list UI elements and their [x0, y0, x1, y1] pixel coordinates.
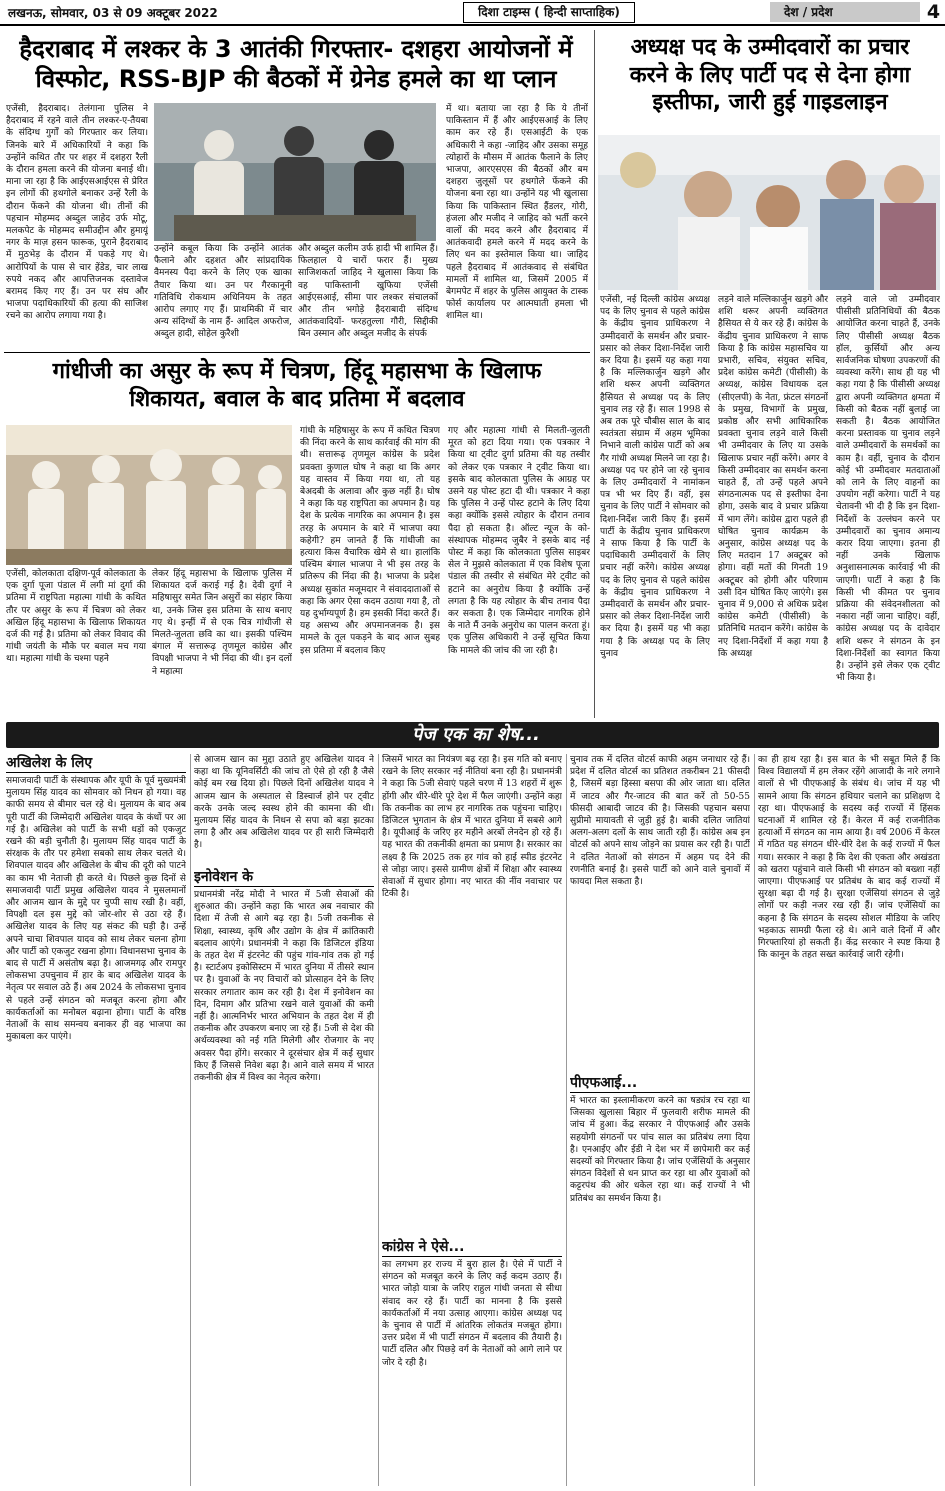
- page-number: 4: [926, 1, 941, 23]
- column-divider: [594, 30, 595, 718]
- story3-headline-line2: शिकायत, बवाल के बाद प्रतिमा में बदलाव: [129, 386, 465, 412]
- story2-col1: एजेंसी, नई दिल्ली कांग्रेस अध्यक्ष पद के लिए चुनाव से पहले कांग्रेस के केंद्रीय चुनाव प्राधिकरण ने उम्मीदवारों के समर्थन और प्रचार-प्रसार को लेकर दिशा-निर्देश जारी कर दिया है। इसमें यह कहा गया है कि मल्लिकार्जुन खड़गे और शशि थरूर अपनी व्यक्तिगत हैसियत से अध्यक्ष पद के लिए चुनाव लड़ रहे हैं। साल 1998 से अब तक पूरे चौबीस साल के बाद स्वतंत्रता संग्राम में अहम भूमिका निभाने वाली कांग्रेस पार्टी को अब गैर गांधी अध्यक्ष मिलने जा रहा है। अध्यक्ष पद पर होने जा रहे चुनाव के लिए उम्मीदवारों ने नामांकन पत्र भी भर दिए हैं। वहीं, इस चुनाव के लिए पार्टी ने सोमवार को दिशा-निर्देश जारी किए हैं। इसमें पार्टी के केंद्रीय चुनाव प्राधिकरण ने साफ किया है कि पार्टी के पदाधिकारी उम्मीदवारों के लिए प्रचार नहीं करेंगे। कांग्रेस अध्यक्ष पद के लिए चुनाव से पहले कांग्रेस के केंद्रीय चुनाव प्राधिकरण ने उम्मीदवारों के समर्थन और प्रचार-प्रसार को लेकर दिशा-निर्देश जारी कर दिया है। इसमें यह भी कहा गया है कि अध्यक्ष पद के लिए चुनाव: [600, 295, 710, 659]
- masthead: [0, 0, 945, 26]
- col2-subhead: इनोवेशन के: [194, 868, 374, 887]
- story1-headline-line2: विस्फोट, RSS-BJP की बैठकों में ग्रेनेड हमले का था प्लान: [35, 65, 557, 93]
- col3-body: जिसमें भारत का नियंत्रण बढ़ रहा है। इस गति को बनाए रखने के लिए सरकार नई नीतियां बना रही है। प्रधानमंत्री ने कहा कि 5जी सेवाएं पहले चरण में 13 शहरों में शुरू होंगी और धीरे-धीरे पूरे देश में फैल जाएंगी। उन्होंने कहा कि तकनीक का लाभ हर नागरिक तक पहुंचना चाहिए। डिजिटल भुगतान के क्षेत्र में भारत दुनिया में सबसे आगे है। यूपीआई के जरिए हर महीने अरबों लेनदेन हो रहे हैं। यह भारत की तकनीकी क्षमता का प्रमाण है। सरकार का लक्ष्य है कि 2025 तक हर गांव को हाई स्पीड इंटरनेट से जोड़ा जाए। इससे ग्रामीण क्षेत्रों में शिक्षा और स्वास्थ्य सेवाओं में सुधार होगा। नए भारत की नींव नवाचार पर टिकी है।: [382, 755, 562, 900]
- dateline: लखनऊ, सोमवार, 03 से 09 अक्टूबर 2022: [8, 6, 218, 20]
- congress-leaders-photo: [598, 135, 940, 290]
- paper-name: दिशा टाइम्स ( हिन्दी साप्ताहिक): [463, 2, 635, 23]
- continuation-banner: [6, 722, 939, 748]
- durga-idol-photo: [6, 425, 292, 565]
- section-label: देश / प्रदेश: [770, 2, 920, 22]
- bottom-divider-2: [378, 754, 379, 1486]
- story2-headline-line3: इस्तीफा, जारी हुई गाइडलाइन: [652, 90, 888, 115]
- col3-subhead: कांग्रेस ने ऐसे...: [382, 1238, 562, 1257]
- col2-body2: प्रधानमंत्री नरेंद्र मोदी ने भारत में 5जी सेवाओं की शुरुआत की। उन्होंने कहा कि भारत अब नवाचार की दिशा में तेजी से आगे बढ़ रहा है। 5जी तकनीक से शिक्षा, स्वास्थ्य, कृषि और उद्योग के क्षेत्र में क्रांतिकारी बदलाव आएंगे। प्रधानमंत्री ने कहा कि डिजिटल इंडिया के तहत देश में इंटरनेट की पहुंच गांव-गांव तक हो गई है। स्टार्टअप इकोसिस्टम में भारत दुनिया में तीसरे स्थान पर है। युवाओं के नए विचारों को प्रोत्साहन देने के लिए सरकार लगातार काम कर रही है। देश में इनोवेशन का दिन, दिमाग और प्रतिभा रखने वाले युवाओं की कमी नहीं है। आत्मनिर्भर भारत अभियान के तहत देश में ही तकनीक और उपकरण बनाए जा रहे हैं। 5जी से देश की अर्थव्यवस्था को नई गति मिलेगी और रोजगार के नए अवसर पैदा होंगे। सरकार ने दूरसंचार क्षेत्र में कई सुधार किए हैं जिससे निवेश बढ़ा है। आने वाले समय में भारत तकनीकी क्षेत्र में विश्व का नेतृत्व करेगा।: [194, 890, 374, 1084]
- story3-col2: लेकर हिंदू महासभा के खिलाफ पुलिस में शिकायत दर्ज कराई गई है। देवी दुर्गा ने महिषासुर समेत जिन असुरों का संहार किया था, उनके जिस इस प्रतिमा के साथ बनाए गए थे। इन्हीं में से एक चित्र गांधीजी से मिलते-जुलता छवि का था। इसकी पश्चिम बंगाल में सत्तारूढ़ तृणमूल कांग्रेस और विपक्षी भाजपा ने भी निंदा की थी। इन दलों ने महात्मा: [152, 569, 292, 677]
- bottom-col4: [570, 754, 750, 1489]
- story1-col3: और अब्दुल कलीम उर्फ हादी भी शामिल हैं। फिलहाल ये चारों फरार हैं। मुख्य साजिशकर्ता जाहिद ने खुलासा किया कि वह पाकिस्तानी खुफिया एजेंसी आईएसआई, सीमा पार लश्कर संचालकों और तीन भगोड़े हैदराबादी संदिग्ध आतंकवादियों- फरहतुल्ला गौरी, सिद्दीकी बिन उस्मान और अब्दुल मजीद के संपर्क: [298, 244, 438, 340]
- col1-subhead: अखिलेश के लिए: [6, 754, 186, 773]
- story2-col3: लड़ने वाले जो उम्मीदवार पीसीसी प्रतिनिधियों की बैठक आयोजित करना चाहते हैं, उनके लिए पीसीसी अध्यक्ष बैठक हॉल, कुर्सियों और अन्य सार्वजनिक घोषणा उपकरणों की व्यवस्था करेंगे। साथ ही यह भी कहा गया है कि पीसीसी अध्यक्ष द्वारा अपनी व्यक्तिगत क्षमता में किसी को बैठक नहीं बुलाई जा सकती है। बैठक आयोजित करना प्रस्तावक या चुनाव लड़ने वाले उम्मीदवारों के समर्थकों का काम है। वहीं, चुनाव के दौरान कोई भी उम्मीदवार मतदाताओं को लाने के लिए वाहनों का उपयोग नहीं करेगा। पार्टी ने यह चेतावनी भी दी है कि इन दिशा-निर्देशों के उल्लंघन करने पर उम्मीदवारों का चुनाव अमान्य करार दिया जाएगा। इतना ही नहीं उनके खिलाफ अनुशासनात्मक कार्रवाई भी की जाएगी। पार्टी ने कहा है कि किसी भी कीमत पर चुनाव प्रक्रिया की संवेदनशीलता को नकारा नहीं जाना चाहिए। वहीं, कांग्रेस अध्यक्ष पद के दावेदार शशि थरूर ने संगठन के इन दिशा-निर्देशों का स्वागत किया है। उन्होंने इसे लेकर एक ट्वीट भी किया है।: [836, 295, 940, 684]
- bottom-col2: [194, 754, 374, 1489]
- story3-photo: [6, 425, 292, 565]
- col2-body: से आजम खान का मुद्दा उठाते हुए अखिलेश यादव ने कहा था कि यूनिवर्सिटी की जांच तो ऐसे हो रही है जैसे कोई बम रख दिया हो। पिछले दिनों अखिलेश यादव ने आजम खान के अस्पताल से डिस्चार्ज होने पर ट्वीट करके उनके जल्द स्वस्थ होने की कामना की थी। मुलायम सिंह यादव के निधन से सपा को बड़ा झटका लगा है और अब अखिलेश यादव पर ही सारी जिम्मेदारी है।: [194, 755, 374, 851]
- story3-col3: गांधी के महिषासुर के रूप में कथित चित्रण की निंदा करने के साथ कार्रवाई की मांग की थी। सत्तारूढ़ तृणमूल कांग्रेस के प्रदेश प्रवक्ता कुणाल घोष ने कहा था कि अगर यह वास्तव में किया गया था, तो यह बेअदबी के अलावा और कुछ नहीं है। घोष ने कहा कि यह राष्ट्रपिता का अपमान है। यह देश के प्रत्येक नागरिक का अपमान है। इस तरह के अपमान के बारे में भाजपा क्या कहेगी? हम जानते हैं कि गांधीजी का हत्यारा किस वैचारिक खेमे से था। हालांकि पश्चिम बंगाल भाजपा ने भी इस तरह के प्रतिरूप की निंदा की है। भाजपा के प्रदेश अध्यक्ष सुकांत मजूमदार ने संवाददाताओं से कहा कि अगर ऐसा कदम उठाया गया है, तो यह दुर्भाग्यपूर्ण है। हम इसकी निंदा करते हैं। यह असभ्य और अपमानजनक है। इस मामले के तूल पकड़ने के बाद आज सुबह इस प्रतिमा में बदलाव किए: [300, 426, 440, 656]
- bottom-divider-1: [190, 754, 191, 1486]
- col4-subhead: पीएफआई...: [570, 1074, 750, 1093]
- story3-col1: एजेंसी, कोलकाता दक्षिण-पूर्व कोलकाता के एक दुर्गा पूजा पंडाल में लगी मां दुर्गा की प्रतिमा में राष्ट्रपिता महात्मा गांधी के कथित तौर पर असुर के रूप में चित्रण को लेकर अखिल हिंदू महासभा के खिलाफ शिकायत दर्ज की गई है। प्रतिमा को लेकर विवाद की गांधी जयंती के मौके पर बवाल मच गया था। महात्मा गांधी के चश्मा पहने: [6, 569, 146, 665]
- story1-headline: [4, 34, 588, 94]
- story1-photo: [154, 103, 436, 241]
- col3-body2: का लगभग हर राज्य में बुरा हाल है। ऐसे में पार्टी ने संगठन को मजबूत करने के लिए कई कदम उठाए हैं। भारत जोड़ो यात्रा के जरिए राहुल गांधी जनता से सीधा संवाद कर रहे हैं। पार्टी का मानना है कि इससे कार्यकर्ताओं में नया उत्साह आएगा। कांग्रेस अध्यक्ष पद के चुनाव से पार्टी में आंतरिक लोकतंत्र मजबूत होगा। उत्तर प्रदेश में भी पार्टी संगठन में बदलाव की तैयारी है। पार्टी दलित और पिछड़े वर्ग के नेताओं को आगे लाने पर जोर दे रही है।: [382, 1260, 562, 1368]
- story3-headline: [4, 358, 590, 413]
- bottom-divider-3: [566, 754, 567, 1486]
- arrested-men-photo: [154, 103, 436, 241]
- story3-headline-line1: गांधीजी का असुर के रूप में चित्रण, हिंदू महासभा के खिलाफ: [52, 359, 542, 384]
- col1-body: समाजवादी पार्टी के संस्थापक और यूपी के पूर्व मुख्यमंत्री मुलायम सिंह यादव का सोमवार को निधन हो गया। वह काफी समय से बीमार चल रहे थे। मुलायम के बाद अब पूरी पार्टी की जिम्मेदारी अखिलेश यादव के कंधों पर आ गई है। अखिलेश को पार्टी के सभी धड़ों को एकजुट रखने की बड़ी चुनौती है। मुलायम सिंह यादव पार्टी के संरक्षक के तौर पर हमेशा सबको साथ लेकर चलते थे। शिवपाल यादव और अखिलेश के बीच की दूरी को पाटने का काम भी नेताजी ही करते थे। पिछले कुछ दिनों से समाजवादी पार्टी प्रमुख अखिलेश यादव ने मुसलमानों और आजम खान के मुद्दे पर चुप्पी साध रखी है। वहीं, विपक्षी दल इस मुद्दे को जोर-शोर से उठा रहे हैं। अखिलेश यादव के लिए यह संकट की घड़ी है। उन्हें अपने चाचा शिवपाल यादव को साथ लेकर चलना होगा और पार्टी को एकजुट रखना होगा। विधानसभा चुनाव के बाद से पार्टी में असंतोष बढ़ा है। आजमगढ़ और रामपुर लोकसभा उपचुनाव में हार के बाद अखिलेश यादव के नेतृत्व पर सवाल उठे हैं। अब 2024 के लोकसभा चुनाव से पहले उन्हें संगठन को मजबूत करना होगा और कार्यकर्ताओं का मनोबल बढ़ाना होगा। पार्टी के वरिष्ठ नेताओं के साथ समन्वय बनाकर ही वह भाजपा का मुकाबला कर पाएंगे।: [6, 776, 186, 1043]
- story2-col2: लड़ने वाले मल्लिकार्जुन खड़गे और शशि थरूर अपनी व्यक्तिगत हैसियत से ये कर रहे हैं। कांग्रेस के केंद्रीय चुनाव प्राधिकरण ने साफ किया है कि कांग्रेस महासचिव या प्रभारी, सचिव, संयुक्त सचिव, प्रदेश कांग्रेस कमेटी (पीसीसी) के अध्यक्ष, कांग्रेस विधायक दल (सीएलपी) के नेता, फ्रंटल संगठनों के प्रमुख, विभागों के प्रमुख, प्रकोष्ठ और सभी आधिकारिक प्रवक्ता चुनाव लड़ने वाले किसी भी उम्मीदवार के लिए या उसके खिलाफ प्रचार नहीं करेंगे। अगर वे किसी उम्मीदवार का समर्थन करना चाहते हैं, तो उन्हें पहले अपने संगठनात्मक पद से इस्तीफा देना होगा, उसके बाद वे प्रचार प्रक्रिया में भाग लेंगे। कांग्रेस द्वारा पहले ही घोषित चुनाव कार्यक्रम के अनुसार, कांग्रेस अध्यक्ष पद के लिए मतदान 17 अक्टूबर को होगा। वहीं मतों की गिनती 19 अक्टूबर को होगी और परिणाम उसी दिन घोषित किए जाएंगे। इस चुनाव में 9,000 से अधिक प्रदेश कांग्रेस कमेटी (पीसीसी) के प्रतिनिधि मतदान करेंगे। कांग्रेस के नए दिशा-निर्देशों में कहा गया है कि अध्यक्ष: [718, 295, 828, 659]
- story2-headline-line2: करने के लिए पार्टी पद से देना होगा: [629, 62, 911, 88]
- bottom-col1: [6, 754, 186, 1489]
- story1-headline-line1: हैदराबाद में लश्कर के 3 आतंकी गिरफ्तार- दशहरा आयोजनों में: [19, 35, 573, 63]
- story2-headline-line1: अध्यक्ष पद के उम्मीदवारों का प्रचार: [630, 35, 910, 60]
- continuation-banner-label: पेज एक का शेष...: [412, 724, 540, 745]
- bottom-col3: [382, 754, 562, 1489]
- col4-body: चुनाव तक में दलित वोटर्स काफी अहम जनाधार रहे हैं। प्रदेश में दलित वोटर्स का प्रतिशत तकरीबन 21 फीसदी है, जिसमें बड़ा हिस्सा बसपा की ओर जाता था। दलित में जाटव और गैर-जाटव की बात करें तो 50-55 फीसदी आबादी जाटव की है। जिसकी पहचान बसपा सुप्रीमो मायावती से जुड़ी हुई है। बाकी दलित जातियां अलग-अलग दलों के साथ जाती रही हैं। कांग्रेस अब इन वोटर्स को अपने साथ जोड़ने का प्रयास कर रही है। पार्टी ने दलित नेताओं को संगठन में अहम पद देने की रणनीति बनाई है। इससे पार्टी को आने वाले चुनावों में फायदा मिल सकता है।: [570, 755, 750, 888]
- story3-col4: गए और महात्मा गांधी से मिलती-जुलती मूरत को हटा दिया गया। एक पत्रकार ने किया था ट्वीट दुर्गा प्रतिमा की यह तस्वीर को लेकर एक पत्रकार ने ट्वीट किया था। इसके बाद कोलकाता पुलिस के आग्रह पर उसने यह पोस्ट हटा दी थी। पत्रकार ने कहा कि पुलिस ने उन्हें पोस्ट हटाने के लिए दिया कहा क्योंकि इससे त्योहार के दौरान तनाव पैदा हो सकता है। ऑल्ट न्यूज के को-संस्थापक मोहम्मद जुबैर ने इसके बाद नई पोस्ट में कहा कि कोलकाता पुलिस साइबर सेल ने मुझसे कोलकाता में एक विशेष पूजा पंडाल की तस्वीर से संबंधित मेरे ट्वीट को हटाने का अनुरोध किया है क्योंकि उन्हें लगता है कि यह त्योहार के बीच तनाव पैदा कर सकता है। एक जिम्मेदार नागरिक होने के नाते मैं उनके अनुरोध का पालन करता हूं। एक पुलिस अधिकारी ने उन्हें सूचित किया कि मामले की जांच की जा रही है।: [448, 426, 590, 656]
- story2-headline: [600, 34, 940, 117]
- bottom-col5: का ही हाथ रहा है। इस बात के भी सबूत मिले हैं कि विश्व विद्यालयों में हम लेकर रहेंगे आजादी के नारे लगाने वालों से भी पीएफआई के संबंध थे। जांच में यह भी सामने आया कि संगठन हथियार चलाने का प्रशिक्षण दे रहा था। पीएफआई के सदस्य कई राज्यों में हिंसक घटनाओं में शामिल रहे हैं। केरल में कई राजनीतिक हत्याओं में संगठन का नाम आया है। वर्ष 2006 में केरल में गठित यह संगठन धीरे-धीरे देश के कई राज्यों में फैल गया। सरकार ने कहा है कि देश की एकता और अखंडता को खतरा पहुंचाने वाले किसी भी संगठन को बख्शा नहीं जाएगा। पीएफआई पर प्रतिबंध के बाद कई राज्यों में सुरक्षा बढ़ा दी गई है। सुरक्षा एजेंसियां संगठन से जुड़े लोगों पर कड़ी नजर रख रही हैं। जांच एजेंसियों का कहना है कि संगठन के सदस्य सोशल मीडिया के जरिए भड़काऊ सामग्री फैला रहे थे। आने वाले दिनों में और गिरफ्तारियां हो सकती हैं। केंद्र सरकार ने स्पष्ट किया है कि कानून के तहत सख्त कार्रवाई जारी रहेगी।: [758, 755, 940, 961]
- bottom-divider-4: [754, 754, 755, 1486]
- story2-photo: [598, 135, 940, 290]
- story1-col1: एजेंसी, हैदराबाद। तेलंगाना पुलिस ने हैदराबाद में रहने वाले तीन लश्कर-ए-तैयबा के संदिग्ध गुर्गों को गिरफ्तार कर लिया। जिनके बारे में अधिकारियों ने कहा कि उन्होंने कथित तौर पर शहर में दशहरा रैली के दौरान हमला करने की योजना बनाई थी। माना जा रहा है कि आईएसआईएस से प्रेरित इन लोगों की हथगोले बनाकर उन्हें रैली के दौरान फेंकने की योजना थी। तीनों की पहचान मोहम्मद अब्दुल जाहेद उर्फ मोटू, मलकपेट के मोहम्मद समीउद्दीन और हुमायूं नगर के माज़ हसन फारूक, पुराने हैदराबाद में मुठभेड़ के दौरान में पकड़े गए थे। आरोपियों के पास से चार हेंडेड, चार लाख रुपये नकद और आपत्तिजनक दस्तावेज बरामद किए गए हैं। उन पर संघ और भाजपा पदाधिकारियों की हत्या की साजिश रचने का आरोप लगाया गया है।: [6, 104, 148, 322]
- col4-body2: में भारत का इस्लामीकरण करने का षड्यंत्र रच रहा था जिसका खुलासा बिहार में फुलवारी शरीफ मामले की जांच में हुआ। केंद्र सरकार ने पीएफआई और उसके सहयोगी संगठनों पर पांच साल का प्रतिबंध लगा दिया है। एनआईए और ईडी ने देश भर में छापेमारी कर कई सदस्यों को गिरफ्तार किया है। जांच एजेंसियों के अनुसार संगठन विदेशों से धन प्राप्त कर रहा था और युवाओं को कट्टरपंथ की ओर धकेल रहा था। कई राज्यों ने भी प्रतिबंध का समर्थन किया है।: [570, 1096, 750, 1204]
- story1-col2: उन्होंने कबूल किया कि उन्होंने आतंक फैलाने और दहशत और सांप्रदायिक वैमनस्य पैदा करने के लिए एक खाका तैयार किया था। उन पर गैरकानूनी गतिविधि रोकथाम अधिनियम के तहत आरोप लगाए गए हैं। प्राथमिकी में चार अन्य संदिग्धों के नाम हैं- आदिल अफरोज, अब्दुल हादी, सोहेल कुरैशी: [154, 244, 292, 340]
- story1-col4: में था। बताया जा रहा है कि ये तीनों पाकिस्तान में हैं और आईएसआई के लिए काम कर रहे हैं। एसआईटी के एक अधिकारी ने कहा -जाहिद और उसका समूह त्योहारों के मौसम में आतंक फैलाने के लिए भाजपा, आरएसएस की बैठकों और बम दशहरा जुलूसों पर हथगोले फेंकने की योजना बना रहा था। उन्होंने यह भी खुलासा किया कि पाकिस्तान स्थित हैंडलर, गोरी, हंजला और मजीद ने जाहिद को भर्ती करने वालों की मदद करने और हैदराबाद में आतंकवादी हमले करने में मदद करने के लिए धन का इस्तेमाल किया था। जाहिद पहले हैदराबाद में आतंकवाद से संबंधित मामलों में शामिल था, जिसमें 2005 में बेगमपेट में शहर के पुलिस आयुक्त के टास्क फोर्स कार्यालय पर आत्मघाती हमला भी शामिल था।: [446, 104, 588, 322]
- story3-top-rule: [4, 352, 590, 353]
